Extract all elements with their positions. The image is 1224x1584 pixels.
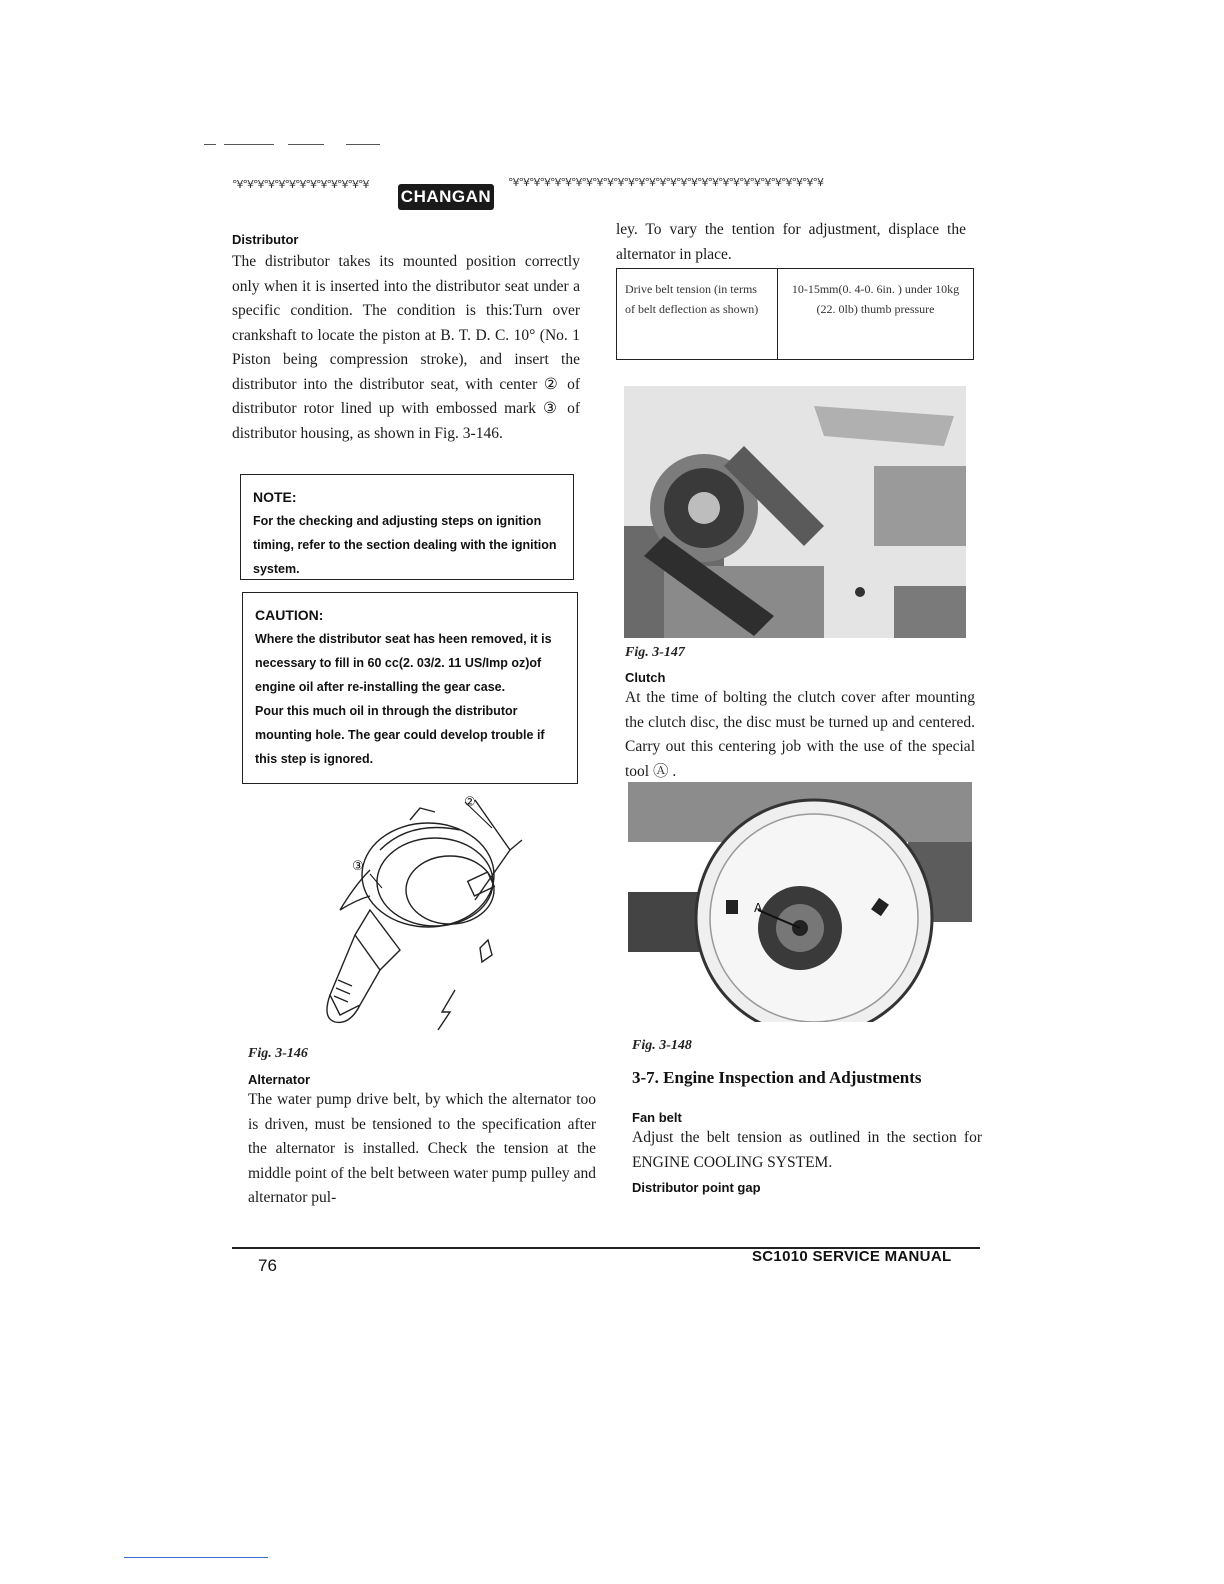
spec-value-cell: 10-15mm(0. 4-0. 6in. ) under 10kg (22. 0lb) thumb pressure	[778, 269, 974, 360]
caution-title: CAUTION:	[255, 607, 324, 623]
note-box	[240, 474, 574, 580]
clutch-centering-photo	[628, 782, 972, 1022]
header-rule-fragment	[224, 144, 274, 145]
section-title: 3-7. Engine Inspection and Adjustments	[632, 1068, 922, 1087]
alternator-paragraph: The water pump drive belt, by which the alternator too is driven, must be tensioned to the specification after the alternator is installed. Check the tension at the middle point of the belt between water pump pulley and alternator pul-	[248, 1091, 596, 1206]
clutch-paragraph: At the time of bolting the clutch cover after mounting the clutch disc, the disc must be turned up and centered. Carry out this centering job with the use of the special tool Ⓐ .	[625, 689, 975, 780]
distributor-illustration	[260, 790, 560, 1040]
header-decoration-left: °¥°¥°¥°¥°¥°¥°¥°¥°¥°¥°¥°¥°¥	[232, 178, 369, 191]
fig148-label-a: A	[754, 901, 763, 915]
fig148-caption: Fig. 3-148	[632, 1038, 692, 1053]
fan-belt-heading: Fan belt	[632, 1110, 682, 1125]
alternator-belt-photo	[624, 386, 966, 638]
table-row	[617, 269, 974, 360]
manual-title: SC1010 SERVICE MANUAL	[752, 1248, 952, 1265]
fig147-caption: Fig. 3-147	[625, 645, 685, 660]
header-rule-fragment	[346, 144, 380, 145]
distributor-heading: Distributor	[232, 232, 299, 247]
clutch-heading: Clutch	[625, 670, 666, 685]
belt-tension-spec-table	[616, 268, 974, 360]
page-number: 76	[258, 1256, 277, 1275]
distributor-paragraph: The distributor takes its mounted position correctly only when it is inserted into the distributor seat under a specific condition. The condition is this:Turn over crankshaft to locate the piston at B. T. D. C. 10° (No. 1 Piston being compression stroke), and insert the distributor into the distributor seat, with center ② of distributor rotor lined up with embossed mark ③ of distributor housing, as shown in Fig. 3-146.	[232, 253, 580, 442]
caution-text: Where the distributor seat has heen removed, it is necessary to fill in 60 cc(2. 03/2. 11 US/Imp oz)of engine oil after re-installing the gear case.	[255, 632, 552, 694]
alternator-continued-paragraph: ley. To vary the tention for adjustment, displace the alternator in place.	[616, 221, 966, 263]
fig146-label-2: ②	[464, 795, 476, 810]
header-rule-fragment	[204, 144, 216, 145]
brand-logo: CHANGAN	[398, 184, 494, 210]
distributor-point-gap-heading: Distributor point gap	[632, 1180, 761, 1195]
fig146-caption: Fig. 3-146	[248, 1046, 308, 1061]
fan-belt-paragraph: Adjust the belt tension as outlined in the section for ENGINE COOLING SYSTEM.	[632, 1129, 982, 1171]
caution-box	[242, 592, 578, 784]
bottom-rule	[124, 1557, 268, 1558]
note-title: NOTE:	[253, 489, 297, 505]
alternator-heading: Alternator	[248, 1072, 311, 1087]
header-rule-fragment	[288, 144, 324, 145]
spec-label-cell: Drive belt tension (in terms of belt deflection as shown)	[617, 269, 778, 360]
note-text: For the checking and adjusting steps on ignition timing, refer to the section dealing with the ignition system.	[253, 514, 557, 576]
header-decoration-right: °¥°¥°¥°¥°¥°¥°¥°¥°¥°¥°¥°¥°¥°¥°¥°¥°¥°¥°¥°¥°¥°¥°¥°¥°¥°¥°¥°¥°¥°¥	[508, 176, 823, 189]
caution-text-2: Pour this much oil in through the distributor mounting hole. The gear could develop trouble if this step is ignored.	[255, 704, 545, 766]
fig146-label-3: ③	[352, 859, 364, 874]
